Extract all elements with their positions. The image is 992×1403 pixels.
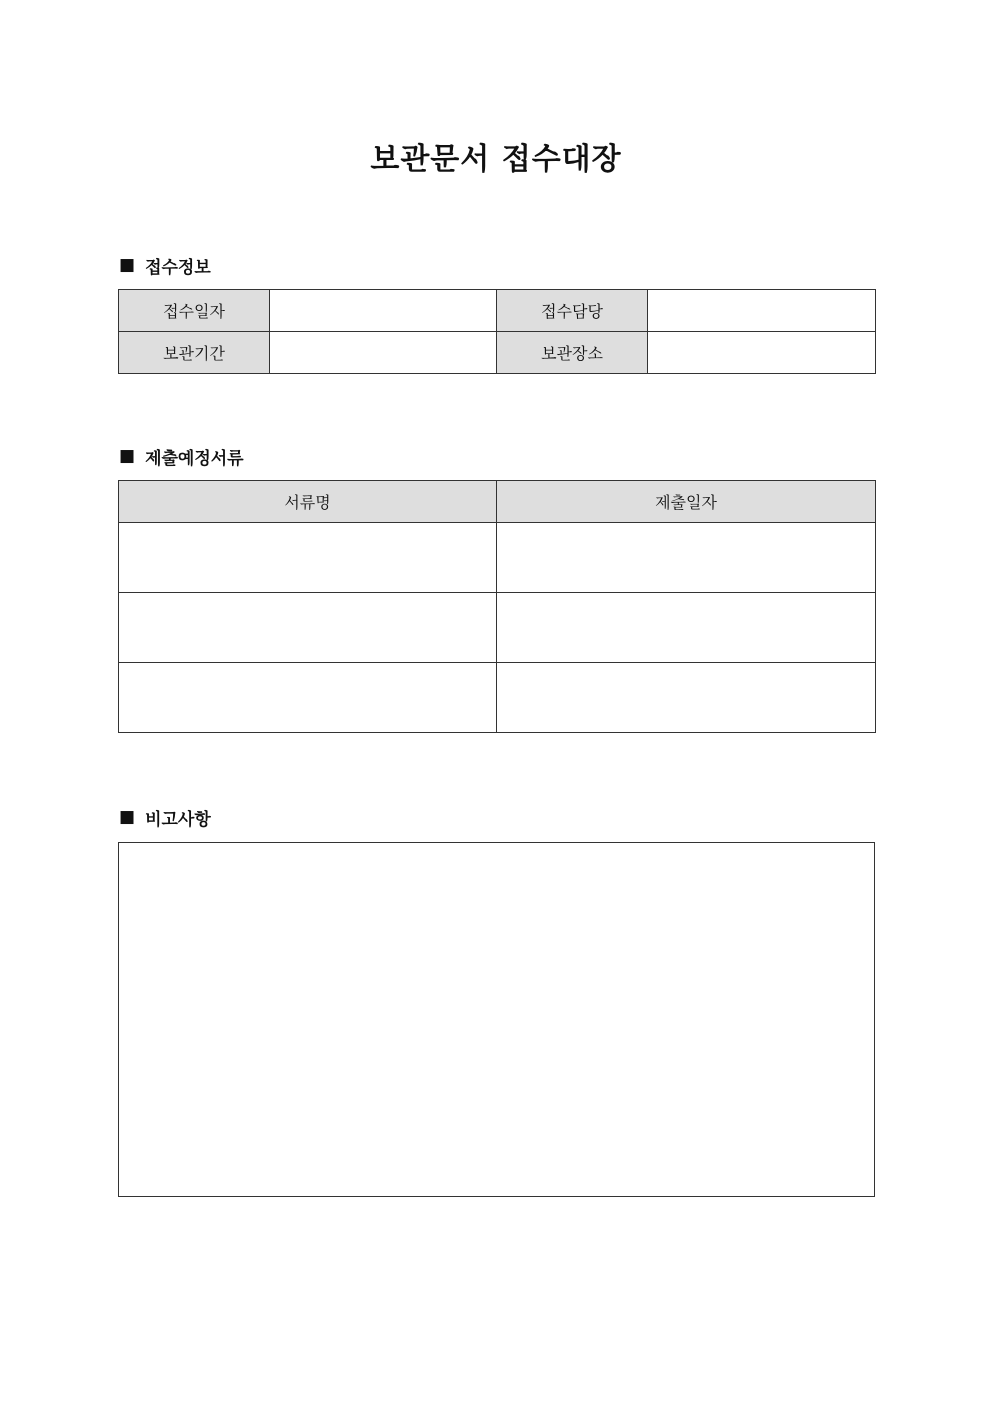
- retention-period-label: 보관기간: [119, 332, 270, 374]
- receipt-manager-field[interactable]: [648, 290, 876, 332]
- receipt-info-heading-label: 접수정보: [145, 257, 211, 278]
- square-bullet-icon: ■: [119, 446, 136, 466]
- documents-heading: [119, 444, 244, 468]
- submission-date-cell[interactable]: [497, 523, 876, 593]
- remarks-heading: [119, 805, 211, 829]
- submission-date-cell[interactable]: [497, 593, 876, 663]
- retention-period-field[interactable]: [270, 332, 497, 374]
- table-row: [119, 663, 876, 733]
- submission-date-cell[interactable]: [497, 663, 876, 733]
- table-row: [119, 523, 876, 593]
- remarks-heading-label: 비고사항: [145, 809, 211, 830]
- document-name-column-header: 서류명: [119, 481, 497, 523]
- receipt-info-row: [119, 332, 876, 374]
- receipt-manager-label: 접수담당: [497, 290, 648, 332]
- receipt-info-table: [118, 289, 876, 374]
- document-name-cell[interactable]: [119, 663, 497, 733]
- submission-date-column-header: 제출일자: [497, 481, 876, 523]
- remarks-box[interactable]: [118, 842, 875, 1197]
- storage-location-field[interactable]: [648, 332, 876, 374]
- table-row: [119, 593, 876, 663]
- page-title: 보관문서 접수대장: [370, 142, 622, 177]
- square-bullet-icon: ■: [119, 255, 136, 275]
- document-name-cell[interactable]: [119, 593, 497, 663]
- documents-header-row: [119, 481, 876, 523]
- storage-location-label: 보관장소: [497, 332, 648, 374]
- documents-table: [118, 480, 876, 733]
- documents-heading-label: 제출예정서류: [145, 448, 244, 469]
- receipt-date-field[interactable]: [270, 290, 497, 332]
- receipt-date-label: 접수일자: [119, 290, 270, 332]
- receipt-info-heading: [119, 253, 211, 277]
- square-bullet-icon: ■: [119, 807, 136, 827]
- receipt-info-row: [119, 290, 876, 332]
- document-name-cell[interactable]: [119, 523, 497, 593]
